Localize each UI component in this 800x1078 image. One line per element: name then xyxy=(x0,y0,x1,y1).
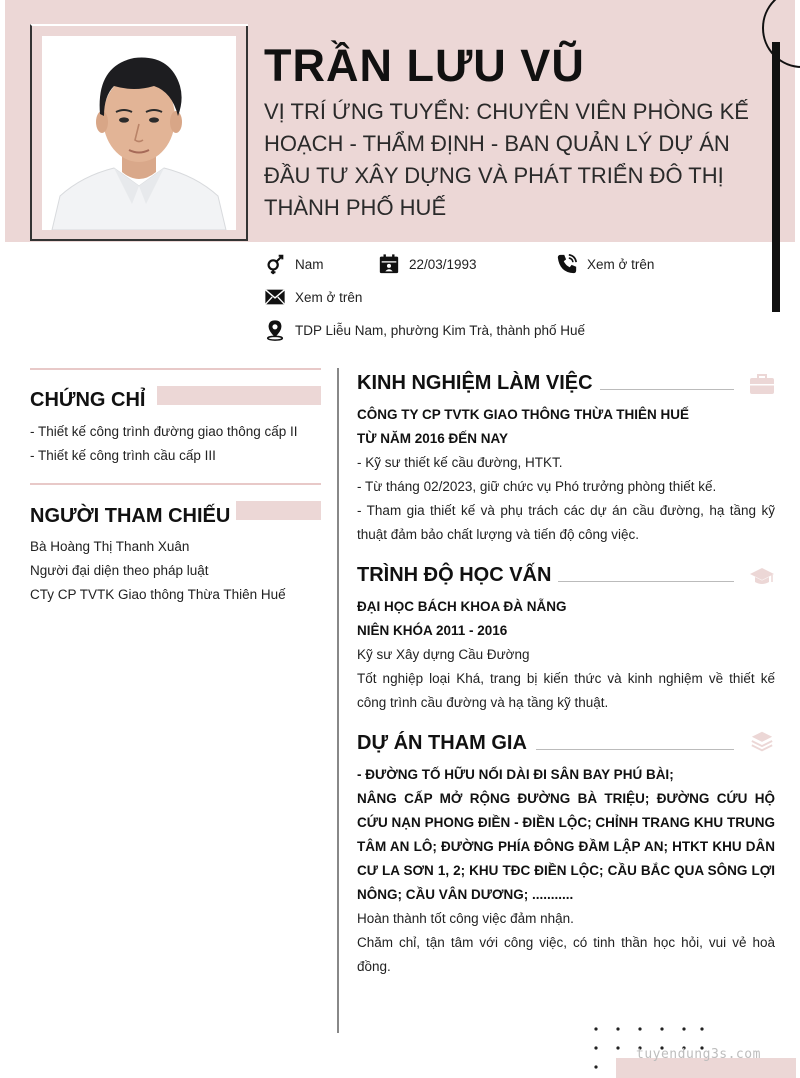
section-rule xyxy=(600,389,734,390)
certificate-item: - Thiết kế công trình cầu cấp III xyxy=(30,448,216,463)
address-value: TDP Liễu Nam, phường Kim Trà, thành phố Huế xyxy=(295,322,586,338)
contact-gender xyxy=(264,253,324,275)
experience-company: CÔNG TY CP TVTK GIAO THÔNG THỪA THIÊN HUẾ xyxy=(357,407,689,422)
avatar xyxy=(42,36,236,230)
experience-line: - Từ tháng 02/2023, giữ chức vụ Phó trưởng phòng thiết kế. xyxy=(357,479,717,494)
education-section xyxy=(357,595,775,715)
project-note: Chăm chỉ, tận tâm với công việc, có tinh thần học hỏi, vui vẻ hoà đồng. xyxy=(357,935,775,974)
contact-email xyxy=(264,286,362,308)
phone-icon xyxy=(556,253,578,275)
reference-line: CTy CP TVTK Giao thông Thừa Thiên Huế xyxy=(30,587,286,602)
position-applied: VỊ TRÍ ỨNG TUYỂN: CHUYÊN VIÊN PHÒNG KẾ HOẠCH - THẨM ĐỊNH - BAN QUẢN LÝ DỰ ÁN ĐẦU TƯ XÂY DỰNG VÀ PHÁT TRIỂN ĐÔ THỊ THÀNH PHỐ HUẾ xyxy=(264,99,749,220)
section-rule xyxy=(558,581,734,582)
divider xyxy=(30,483,321,485)
section-accent-bar xyxy=(236,501,321,520)
education-line: Tốt nghiệp loại Khá, trang bị kiến thức và kinh nghiệm về thiết kế công trình cầu đường và hạ tầng kỹ thuật. xyxy=(357,671,775,710)
education-period: NIÊN KHÓA 2011 - 2016 xyxy=(357,623,508,638)
phone-value: Xem ở trên xyxy=(587,256,655,272)
certificate-item: - Thiết kế công trình đường giao thông cấp II xyxy=(30,424,298,439)
graduation-cap-icon xyxy=(749,565,775,587)
layers-icon xyxy=(749,730,775,752)
education-school: ĐẠI HỌC BÁCH KHOA ĐÀ NẴNG xyxy=(357,599,567,614)
profile-photo xyxy=(42,36,236,230)
experience-title: KINH NGHIỆM LÀM VIỆC xyxy=(357,372,593,394)
birthdate-value: 22/03/1993 xyxy=(409,256,477,272)
watermark-text: tuyendung3s.com xyxy=(636,1047,761,1062)
section-accent-bar xyxy=(157,386,321,405)
divider xyxy=(30,368,321,370)
education-line: Kỹ sư Xây dựng Cầu Đường xyxy=(357,647,530,662)
project-list: NÂNG CẤP MỞ RỘNG ĐƯỜNG BÀ TRIỆU; ĐƯỜNG CỨU HỘ CỨU NẠN PHONG ĐIỀN - ĐIỀN LỘC; CHỈNH TRANG KHU TRUNG TÂM AN LÔ; ĐƯỜNG PHÍA ĐÔNG ĐẦM LẬP AN; HTKT KHU DÂN CƯ LA SƠN 1, 2; KHU TĐC ĐIỀN LỘC; CẦU BẮC QUA SÔNG LỢI NÔNG; CẦU VÂN DƯƠNG; ........... xyxy=(357,791,775,902)
experience-period: TỪ NĂM 2016 ĐẾN NAY xyxy=(357,431,508,446)
contact-birthdate xyxy=(378,253,477,275)
briefcase-icon xyxy=(749,373,775,395)
location-pin-icon xyxy=(264,319,286,341)
reference-line: Bà Hoàng Thị Thanh Xuân xyxy=(30,539,190,554)
candidate-name: TRẦN LƯU VŨ xyxy=(264,40,585,91)
certificates-title: CHỨNG CHỈ xyxy=(30,389,146,411)
projects-section xyxy=(357,763,775,979)
experience-line: - Kỹ sư thiết kế cầu đường, HTKT. xyxy=(357,455,563,470)
contact-address xyxy=(264,319,585,341)
vertical-bar-decoration xyxy=(772,42,780,312)
email-icon xyxy=(264,286,286,308)
section-rule xyxy=(536,749,734,750)
contact-phone xyxy=(556,253,654,275)
calendar-icon xyxy=(378,253,400,275)
references-title: NGƯỜI THAM CHIẾU xyxy=(30,505,231,527)
column-separator xyxy=(337,368,339,1033)
gender-icon xyxy=(264,253,286,275)
education-title: TRÌNH ĐỘ HỌC VẤN xyxy=(357,564,552,586)
experience-line: - Tham gia thiết kế và phụ trách các dự án cầu đường, hạ tầng kỹ thuật đảm bảo chất lượng và tiến độ công việc. xyxy=(357,503,775,542)
project-line: - ĐƯỜNG TỐ HỮU NỐI DÀI ĐI SÂN BAY PHÚ BÀI; xyxy=(357,767,674,782)
reference-line: Người đại diện theo pháp luật xyxy=(30,563,209,578)
projects-title: DỰ ÁN THAM GIA xyxy=(357,732,527,754)
gender-value: Nam xyxy=(295,256,324,272)
project-note: Hoàn thành tốt công việc đảm nhận. xyxy=(357,911,574,926)
email-value: Xem ở trên xyxy=(295,289,363,305)
experience-section xyxy=(357,403,775,547)
